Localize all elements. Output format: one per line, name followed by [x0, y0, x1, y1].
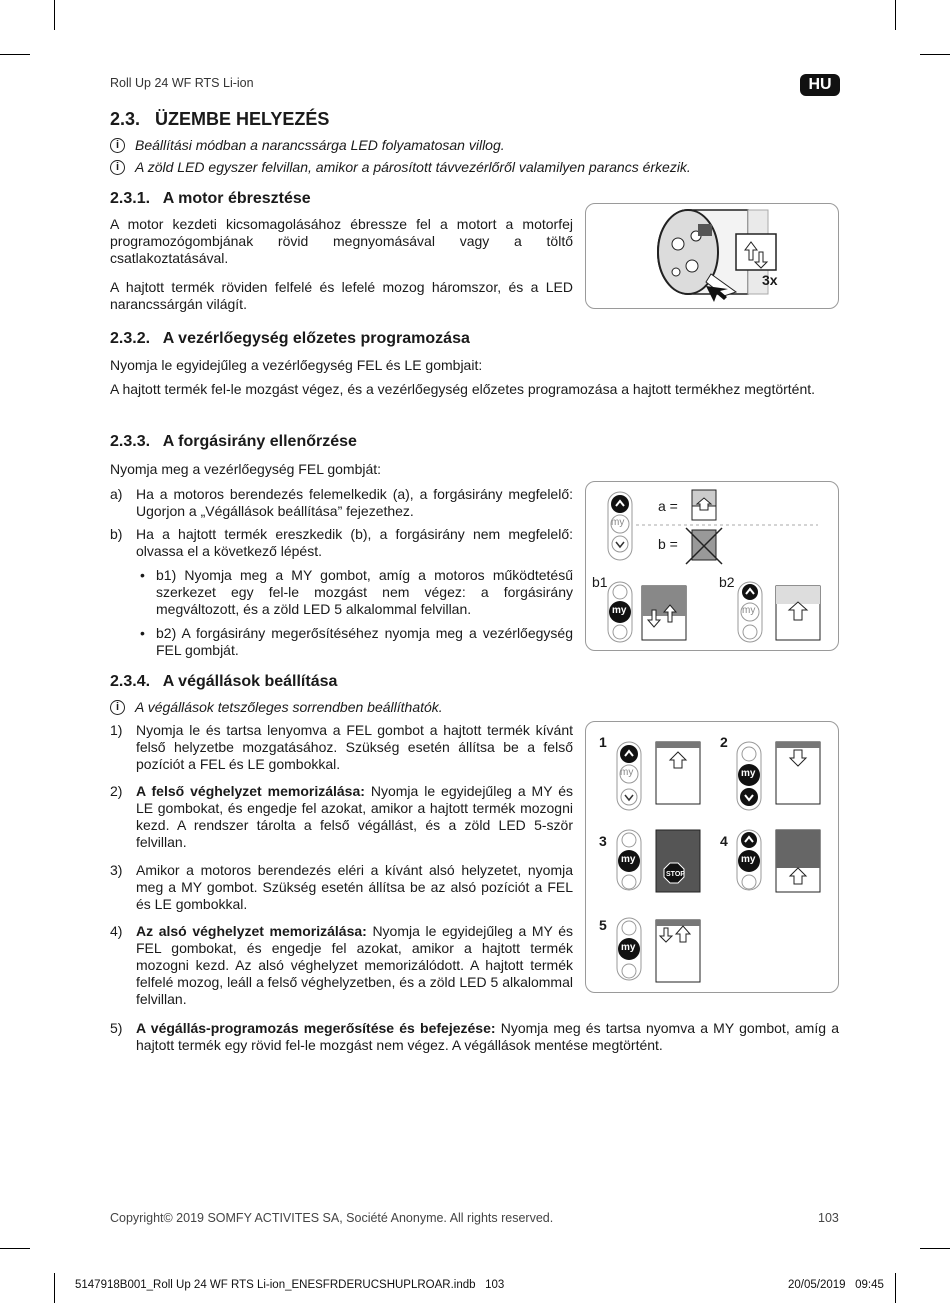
- list-item: [110, 923, 573, 1013]
- crop-mark: [0, 1248, 30, 1249]
- info-icon: i: [110, 160, 125, 175]
- page-number: 103: [818, 1211, 839, 1225]
- motor-head-illustration: [586, 204, 838, 308]
- list-marker: 1): [110, 722, 123, 738]
- info-note: [110, 137, 505, 153]
- paragraph: Nyomja le egyidejűleg a vezérlőegység FEL és LE gombjait:: [110, 357, 483, 373]
- bullet-item: [140, 625, 573, 661]
- list-item: [110, 486, 573, 522]
- end-limits-figure: [585, 721, 839, 993]
- list-marker: b): [110, 526, 123, 542]
- info-icon: i: [110, 138, 125, 153]
- subsection-title: 2.3.1. A motor ébresztése: [110, 190, 311, 207]
- result-a-label: a =: [658, 498, 678, 514]
- my-button-label: my: [611, 517, 625, 528]
- paragraph: Nyomja meg a vezérlőegység FEL gombját:: [110, 461, 382, 477]
- list-body: Nyomja meg és tartsa nyomva a MY gombot, amíg a hajtott termék egy rövid fel-le mozgást nem végez. A végállások mentése megtörtént.: [136, 1020, 840, 1053]
- list-marker: 3): [110, 862, 123, 878]
- paragraph: A motor kezdeti kicsomagolásához ébressze fel a motort a motorfej programozógombjának rövid megnyomásával vagy a töltő csatlakoztatásával.: [110, 216, 573, 266]
- list-item: [110, 526, 573, 562]
- motor-wake-figure: [585, 203, 839, 309]
- info-note-text: Beállítási módban a narancssárga LED folyamatosan villog.: [135, 137, 505, 153]
- list-marker: 2): [110, 783, 123, 799]
- crop-mark: [895, 0, 896, 30]
- crop-mark: [895, 1273, 896, 1303]
- print-slug-date: 20/05/2019 09:45: [788, 1279, 884, 1291]
- list-text: [136, 923, 573, 1008]
- bullet-icon: •: [140, 625, 145, 641]
- my-button-label: my: [620, 767, 634, 778]
- list-text: [136, 1020, 839, 1054]
- list-text: b2) A forgásirány megerősítéséhez nyomja meg a vezérlőegység FEL gombját.: [156, 625, 573, 658]
- step-number: 2: [720, 734, 728, 750]
- subsection-title: 2.3.4. A végállások beállítása: [110, 673, 338, 690]
- crop-mark: [0, 54, 30, 55]
- repeat-count-label: 3x: [762, 272, 778, 288]
- my-button-label: my: [742, 605, 756, 616]
- list-item: [110, 862, 573, 916]
- list-bold: A felső véghelyzet memorizálása:: [136, 783, 365, 799]
- list-text: [136, 783, 573, 851]
- info-icon: i: [110, 700, 125, 715]
- step-number: 3: [599, 833, 607, 849]
- paragraph: A hajtott termék röviden felfelé és lefelé mozog háromszor, és a LED narancssárgán világít.: [110, 279, 573, 312]
- crop-mark: [920, 1248, 950, 1249]
- list-marker: 5): [110, 1020, 123, 1036]
- list-marker: a): [110, 486, 123, 502]
- paragraph: A hajtott termék fel-le mozgást végez, és a vezérlőegység előzetes programozása a hajtott termékhez megtörtént.: [110, 381, 816, 397]
- direction-check-illustration: [586, 482, 838, 650]
- step-number: 5: [599, 917, 607, 933]
- step-number: 4: [720, 833, 728, 849]
- list-text: Ha a hajtott termék ereszkedik (b), a forgásirány nem megfelelő: olvassa el a következő lépést.: [136, 526, 573, 559]
- list-body: Nyomja le és tartsa lenyomva a FEL gombot a hajtott termék kívánt felső helyzetbe mozgatásához. Szükség esetén állítsa be a felső pozíciót a FEL és LE gombokkal.: [136, 722, 573, 772]
- list-item: [110, 783, 573, 855]
- list-text: [136, 862, 573, 913]
- my-button-label: my: [621, 854, 636, 865]
- info-note: [110, 159, 691, 175]
- result-b-label: b =: [658, 536, 678, 552]
- my-button-label: my: [741, 768, 756, 779]
- list-bold: A végállás-programozás megerősítése és befejezése:: [136, 1020, 496, 1036]
- section-title: 2.3. ÜZEMBE HELYEZÉS: [110, 109, 330, 129]
- crop-mark: [920, 54, 950, 55]
- step-b2-label: b2: [719, 574, 735, 590]
- direction-check-figure: [585, 481, 839, 651]
- crop-mark: [54, 1273, 55, 1303]
- subsection-title: 2.3.3. A forgásirány ellenőrzése: [110, 433, 357, 450]
- crop-mark: [54, 0, 55, 30]
- list-bold: Az alsó véghelyzet memorizálása:: [136, 923, 367, 939]
- list-body: Nyomja le egyidejűleg a MY és LE gombokat, és engedje fel azokat, amikor a hajtott termék mozogni kezd. A rendszer tárolta a felső végállást, és a zöld LED 5-ször felvillan.: [136, 783, 574, 850]
- list-text: b1) Nyomja meg a MY gombot, amíg a motoros működtetésű szerkezet egy fel-le mozgást nem végez: a forgásirány megváltozott, és a zöld LED 5 alkalommal felvillan.: [156, 567, 573, 617]
- subsection-title: 2.3.2. A vezérlőegység előzetes programozása: [110, 330, 470, 347]
- step-number: 1: [599, 734, 607, 750]
- info-note-text: A végállások tetszőleges sorrendben beállíthatók.: [135, 699, 443, 715]
- my-button-label: my: [741, 854, 756, 865]
- list-item: [110, 722, 573, 776]
- print-slug-file: 5147918B001_Roll Up 24 WF RTS Li-ion_ENESFRDERUCSHUPLROAR.indb 103: [75, 1279, 505, 1291]
- my-button-label: my: [621, 942, 636, 953]
- my-button-label: my: [612, 605, 627, 616]
- bullet-item: [140, 567, 573, 621]
- copyright-text: Copyright© 2019 SOMFY ACTIVITES SA, Société Anonyme. All rights reserved.: [110, 1211, 554, 1225]
- step-b1-label: b1: [592, 574, 608, 590]
- info-note-text: A zöld LED egyszer felvillan, amikor a párosított távvezérlőről valamilyen parancs érkezik.: [135, 159, 691, 175]
- language-badge: HU: [800, 74, 840, 96]
- bullet-icon: •: [140, 567, 145, 583]
- stop-sign-label: STOP: [666, 871, 685, 878]
- list-body: Nyomja le egyidejűleg a MY és FEL gombokat, és engedje fel azokat, amikor a hajtott termék mozogni kezd. Az alsó véghelyzet memorizálódott. A hajtott termék felfelé mozog, leáll a felső véghelyzetben, és a zöld LED 5 alkalommal felvillan.: [136, 923, 574, 1007]
- list-text: Ha a motoros berendezés felemelkedik (a), a forgásirány megfelelő: Ugorjon a „Végállások beállítása” fejezethez.: [136, 486, 573, 519]
- running-header: Roll Up 24 WF RTS Li-ion: [110, 76, 254, 90]
- list-body: Amikor a motoros berendezés eléri a kívánt alsó helyzetet, nyomja meg a MY gombot. Szükség esetén állítsa be az alsó pozíciót a FEL és LE gombokkal.: [136, 862, 573, 912]
- list-item: [110, 1020, 839, 1056]
- list-marker: 4): [110, 923, 123, 939]
- list-text: [136, 722, 573, 773]
- info-note: [110, 699, 443, 715]
